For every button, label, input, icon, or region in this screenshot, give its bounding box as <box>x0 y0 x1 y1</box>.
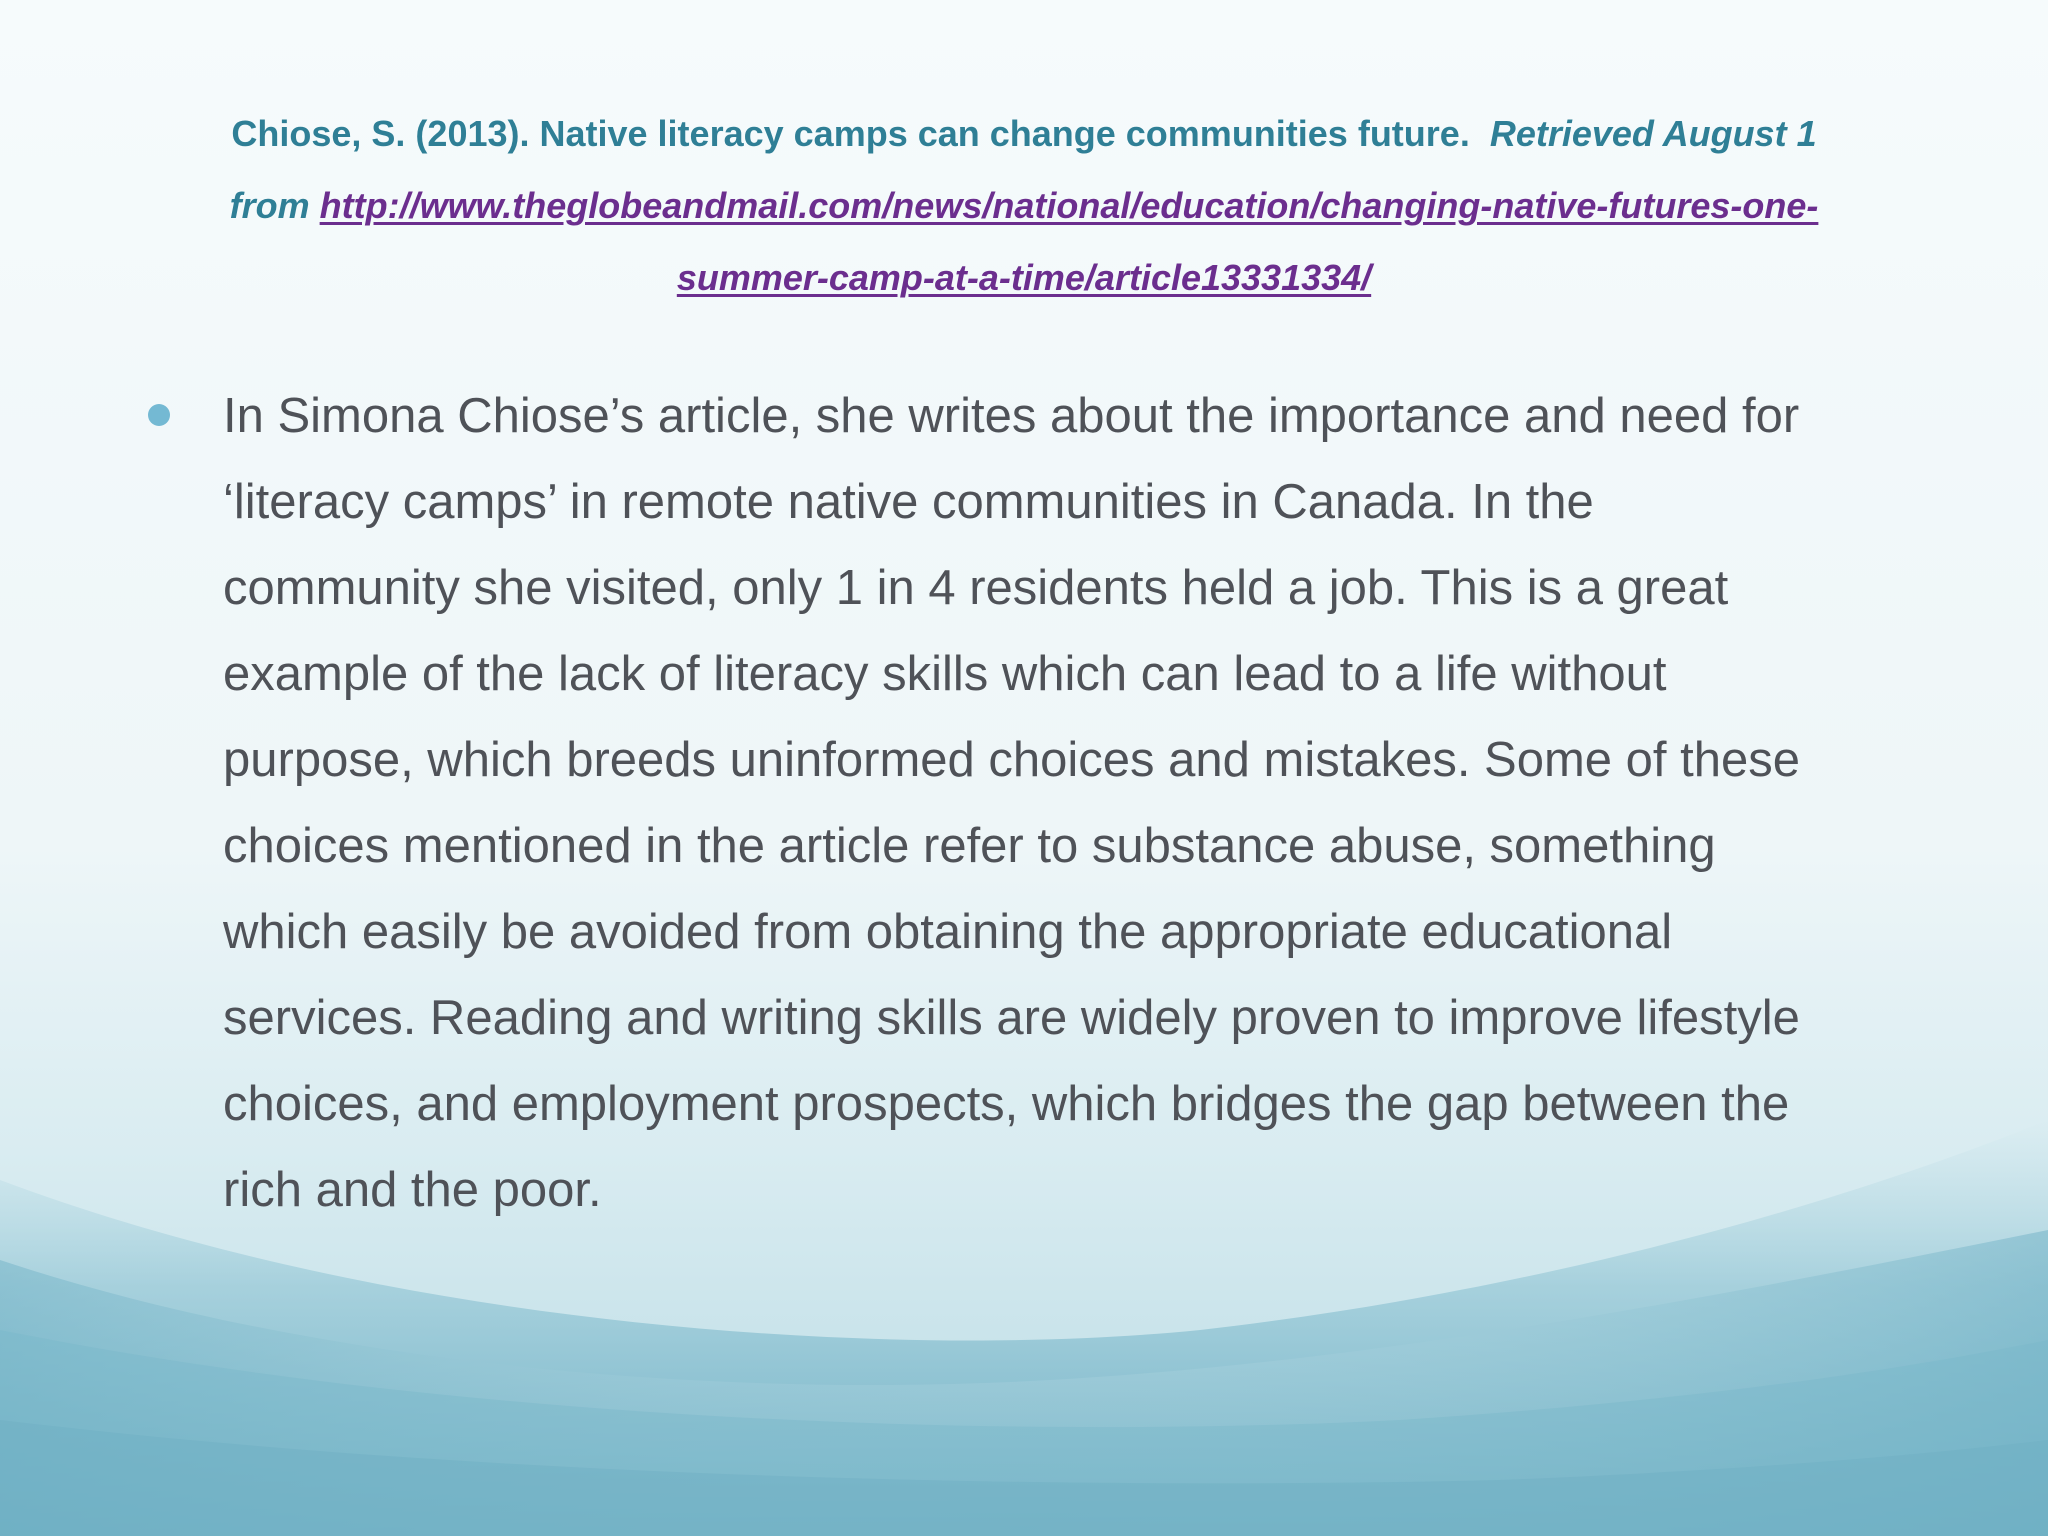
citation-url-line2[interactable]: summer-camp-at-a-time/article13331334/ <box>676 257 1372 298</box>
citation-url-link[interactable] <box>320 185 1819 298</box>
body-line: rich and the poor. <box>223 1163 602 1217</box>
citation-main-text: Chiose, S. (2013). Native literacy camps can change communities future. <box>231 113 1470 154</box>
body-line: ‘literacy camps’ in remote native communities in Canada. In the <box>223 475 1594 529</box>
body-line: example of the lack of literacy skills which can lead to a life without <box>223 647 1667 701</box>
bullet-dot-icon <box>148 404 170 426</box>
body-paragraph <box>223 373 1913 1233</box>
body-line: community she visited, only 1 in 4 residents held a job. This is a great <box>223 561 1729 615</box>
body-line: which easily be avoided from obtaining the appropriate educational <box>223 905 1673 959</box>
body-line: In Simona Chiose’s article, she writes about the importance and need for <box>223 389 1800 443</box>
body-line: choices, and employment prospects, which bridges the gap between the <box>223 1077 1790 1131</box>
body-line: purpose, which breeds uninformed choices and mistakes. Some of these <box>223 733 1801 787</box>
body-line: choices mentioned in the article refer to substance abuse, something <box>223 819 1716 873</box>
citation-from-text: from <box>229 185 310 226</box>
body-line: services. Reading and writing skills are widely proven to improve lifestyle <box>223 991 1800 1045</box>
citation-url-line1[interactable]: http://www.theglobeandmail.com/news/national/education/changing-native-futures-one- <box>319 185 1819 226</box>
citation-title <box>130 98 1918 314</box>
citation-retrieved-text: Retrieved August 1 <box>1489 113 1817 154</box>
